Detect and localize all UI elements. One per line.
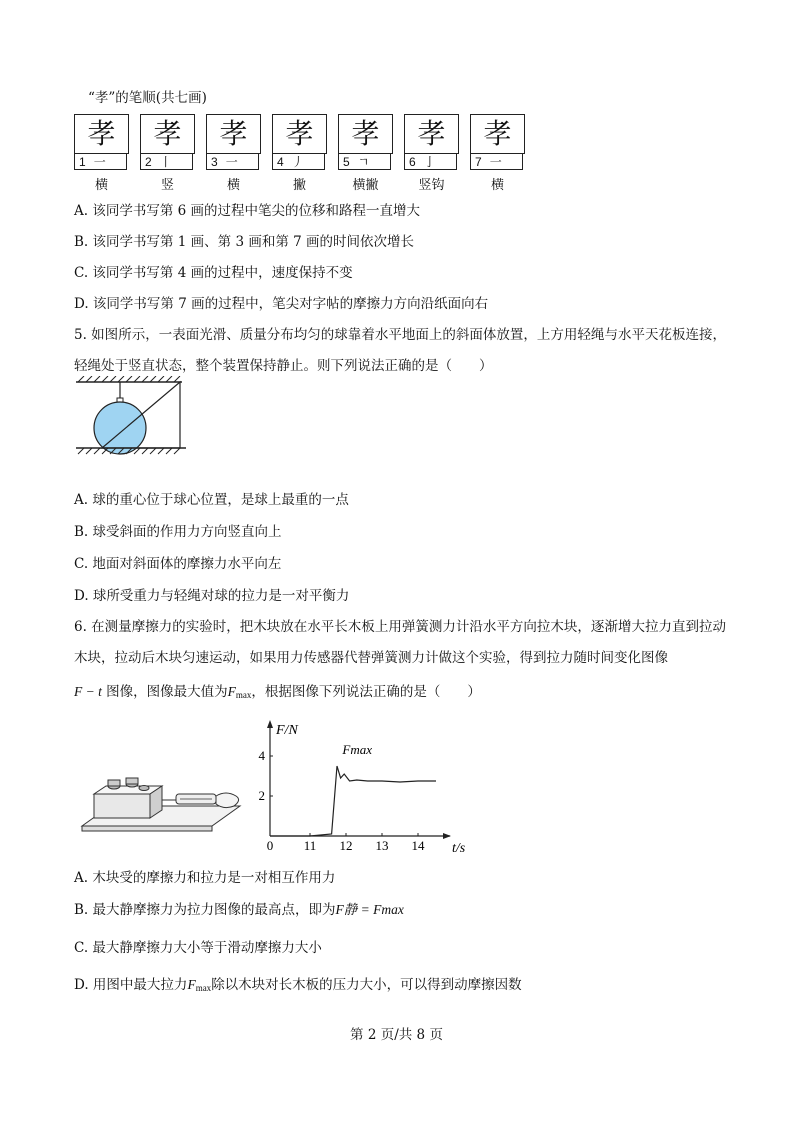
q6-stem-post: ，根据图像下列说法正确的是（ ） (251, 684, 481, 700)
q5-option-a: A. 球的重心位于球心位置，是球上最重的一点 (74, 492, 349, 508)
q6-option-c: C. 最大静摩擦力大小等于滑动摩擦力大小 (74, 940, 322, 956)
stroke-char: 孝 (338, 114, 393, 154)
y-tick-label: 4 (258, 748, 265, 763)
stroke-cell (206, 114, 261, 193)
stroke-char: 孝 (74, 114, 129, 154)
x-tick-label: 0 (266, 838, 274, 853)
q6-option-b (74, 900, 404, 920)
stroke-cell (338, 114, 393, 193)
hand (216, 793, 239, 808)
q6-option-d-fmax: $F_{max}$ (187, 977, 212, 993)
q6-option-d-text-pre: D. 用图中最大拉力 (74, 977, 188, 993)
q5-option-c: C. 地面对斜面体的摩擦力水平向左 (74, 556, 282, 572)
stroke-index: 1 一 (74, 154, 127, 170)
stroke-cell (140, 114, 195, 193)
stroke-name: 撇 (292, 178, 306, 193)
y-axis-label: F/N (276, 723, 298, 738)
q5-figure-ball-incline (74, 376, 194, 458)
stroke-order-title: “孝”的笔顺(共七画) (88, 90, 207, 106)
stroke-name: 竖钩 (418, 178, 445, 193)
q5-option-b: B. 球受斜面的作用力方向竖直向上 (74, 524, 282, 540)
q4-option-a: A. 该同学书写第 6 画的过程中笔尖的位移和路程一直增大 (74, 203, 421, 219)
ceiling-hatch (78, 376, 180, 382)
stroke-order-table (74, 114, 536, 193)
stroke-cell (74, 114, 129, 193)
stroke-cell (470, 114, 525, 193)
stroke-name: 横 (94, 178, 108, 193)
q6-option-d-text-post: 除以木块对长木板的压力大小，可以得到动摩擦因数 (211, 977, 522, 993)
stroke-index: 6 亅 (404, 154, 457, 170)
q6-apparatus-figure (74, 768, 244, 838)
stroke-index: 7 一 (470, 154, 523, 170)
stroke-name: 横 (490, 178, 504, 193)
x-tick-label: 14 (411, 838, 425, 853)
q6-option-d (74, 975, 522, 998)
q5-option-d: D. 球所受重力与轻绳对球的拉力是一对平衡力 (74, 588, 350, 604)
x-tick-label: 11 (303, 838, 317, 853)
q6-ft-symbol: F − t (74, 684, 102, 699)
x-axis-label: t/s (452, 841, 466, 856)
q4-option-b: B. 该同学书写第 1 画、第 3 画和第 7 画的时间依次增长 (74, 234, 415, 250)
x-axis-arrow (443, 833, 451, 839)
stroke-index: 2 丨 (140, 154, 193, 170)
page-footer: 第 2 页/共 8 页 (350, 1027, 443, 1043)
stroke-char: 孝 (140, 114, 195, 154)
ball (94, 402, 146, 454)
stroke-name: 竖 (160, 178, 174, 193)
stroke-name: 横 (226, 178, 240, 193)
q6-stem: 6. 在测量摩擦力的实验时，把木块放在水平长木板上用弹簧测力计沿水平方向拉木块，逐渐增大拉力直到拉动木块，拉动后木块匀速运动，如果用力传感器代替弹簧测力计做这个实验，得到拉力随时间变化图像 (74, 619, 726, 666)
stroke-index: 3 一 (206, 154, 259, 170)
q4-option-c: C. 该同学书写第 4 画的过程中，速度保持不变 (74, 265, 353, 281)
wood-block (94, 794, 150, 818)
q6-option-b-equation: F静 = Fmax (335, 902, 404, 917)
stroke-index: 5 ㄱ (338, 154, 391, 170)
q5-stem: 5. 如图所示，一表面光滑、质量分布均匀的球靠着水平地面上的斜面体放置，上方用轻绳与水平天花板连接，轻绳处于竖直状态，整个装置保持静止。则下列说法正确的是（ ） (74, 327, 726, 374)
force-curve (270, 766, 436, 836)
x-tick-label: 13 (375, 838, 389, 853)
y-tick-label: 2 (258, 788, 265, 803)
q6-stem-line3 (74, 682, 481, 705)
q4-option-d: D. 该同学书写第 7 画的过程中，笔尖对字帖的摩擦力方向沿纸面向右 (74, 296, 489, 312)
q6-option-b-text: B. 最大静摩擦力为拉力图像的最高点，即为 (74, 902, 336, 918)
stroke-cell (272, 114, 327, 193)
q6-ft-chart (252, 718, 472, 858)
q6-fmax-symbol: $F_{max}$ (227, 684, 252, 700)
stroke-char: 孝 (470, 114, 525, 154)
stroke-name: 横撇 (352, 178, 379, 193)
stroke-index: 4 丿 (272, 154, 325, 170)
q6-stem-mid: 图像，图像最大值为 (106, 684, 228, 700)
x-tick-label: 12 (339, 838, 353, 853)
q6-option-a: A. 木块受的摩擦力和拉力是一对相互作用力 (74, 870, 336, 886)
stroke-char: 孝 (404, 114, 459, 154)
stroke-char: 孝 (272, 114, 327, 154)
stroke-cell (404, 114, 459, 193)
y-axis-arrow (267, 720, 273, 728)
stroke-char: 孝 (206, 114, 261, 154)
fmax-annotation: Fmax (342, 742, 373, 757)
